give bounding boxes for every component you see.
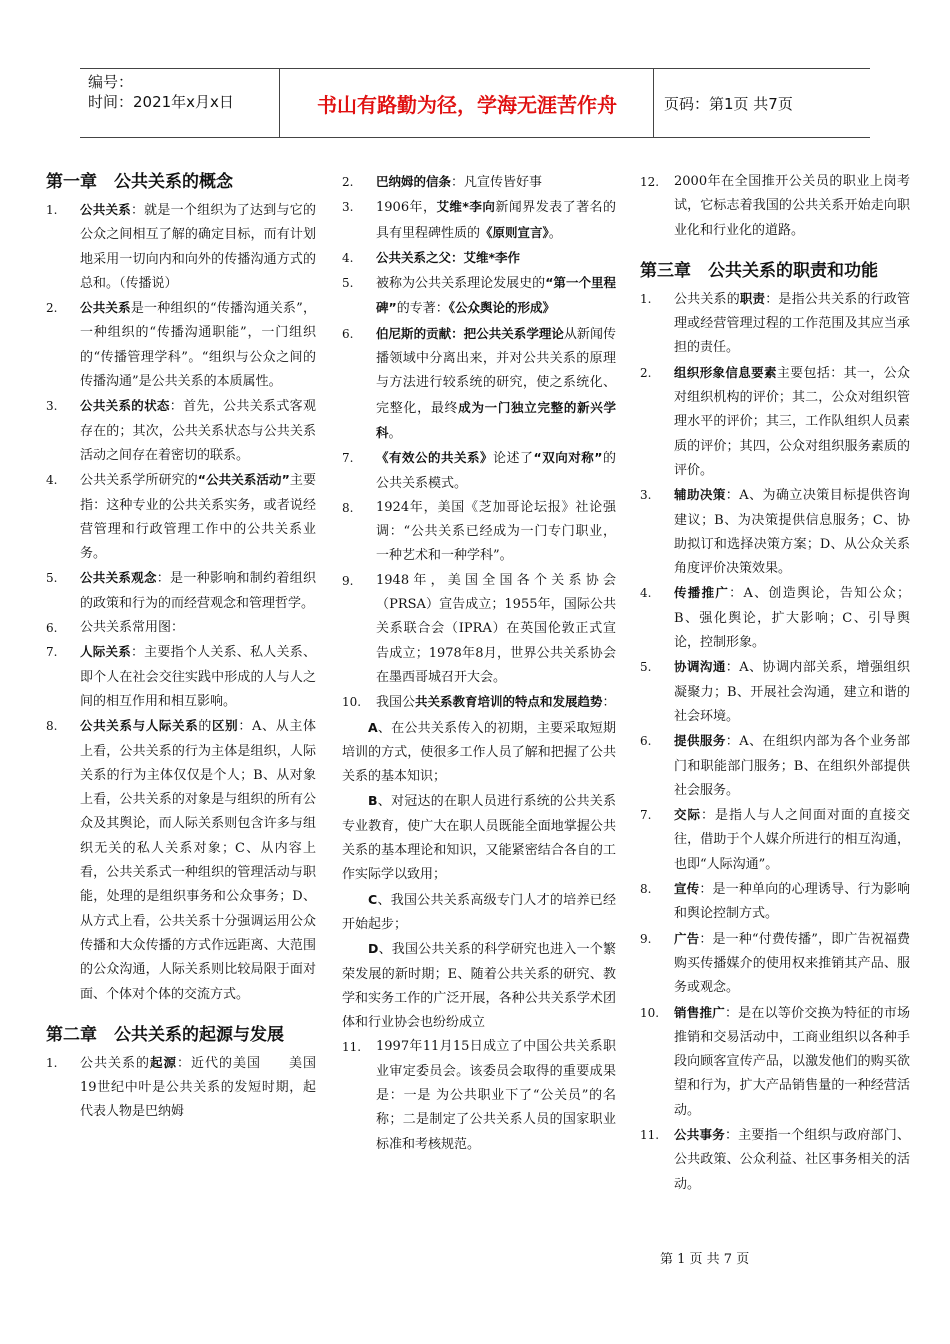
item-text — [376, 446, 616, 496]
bold-term: 共关系教育培训的特点和发展趋势 — [415, 694, 603, 710]
bold-term: 区别 — [212, 718, 239, 734]
item-text — [674, 927, 910, 1001]
bold-term: 广告 — [674, 930, 700, 946]
item-number: 1. — [640, 291, 652, 306]
bold-term: 职责 — [739, 290, 766, 306]
text-run: ：是一种影响和制约着组织的政策和行为的而经营观念和管理哲学。 — [80, 571, 316, 611]
item-text — [674, 803, 910, 877]
header-page-info: 页码：第1页 共7页 — [664, 94, 793, 113]
text-run: 公共关系的 — [80, 1055, 150, 1071]
text-run: ：是指公共关系的行政管理或经营管理过程的工作范围及其应当承担的责任。 — [674, 291, 910, 356]
list-item — [640, 170, 910, 243]
item-text — [80, 198, 316, 296]
text-run: ：主要指一个组织与政府部门、公共政策、公众利益、社区事务相关的活动。 — [674, 1127, 910, 1192]
bold-term: 辅助决策 — [674, 487, 726, 503]
item-number: 4. — [342, 250, 354, 265]
list-item — [640, 1123, 910, 1197]
bold-term: 公共关系 — [80, 202, 131, 217]
item-number: 4. — [46, 473, 58, 488]
list-item — [640, 483, 910, 581]
header-motto: 书山有路勤为径，学海无涯苦作舟 — [281, 69, 654, 137]
text-run: 1924年，美国《芝加哥论坛报》社论强调：“公共关系已经成为一门专门职业，一种艺术和一种学科”。 — [376, 499, 616, 564]
bold-term: “第一个里程碑” — [376, 275, 616, 316]
list-item — [46, 640, 316, 714]
list-item — [640, 927, 910, 1001]
item-text — [80, 468, 316, 566]
bold-term: 成为一门独立完整的新兴学科 — [376, 399, 616, 440]
list-item — [342, 446, 616, 496]
sub-paragraph — [342, 789, 616, 887]
bold-term: 伯尼斯的贡献：把公共关系学理论 — [376, 325, 564, 341]
text-run: 。 — [388, 425, 402, 441]
text-run: ：是一种单向的心理诱导、行为影响和舆论控制方式。 — [674, 882, 910, 922]
list-item — [342, 1035, 616, 1156]
item-number: 5. — [342, 276, 354, 291]
text-run: 1906年， — [376, 200, 437, 216]
sub-paragraph — [342, 716, 616, 790]
list-item — [46, 714, 316, 1007]
text-run: ：A、创造舆论，告知公众；B、强化舆论，扩大影响；C、引导舆论，控制形象。 — [674, 586, 910, 651]
list-item — [342, 271, 616, 322]
bold-term: 公共事务 — [674, 1126, 725, 1142]
bold-term: 《有效公的共关系》 — [376, 450, 494, 466]
text-run: ：A、从主体上看，公共关系的行为主体是组织，人际关系的行为主体仅仅是个人；B、从对象上看，公共关系的对象是与组织的所有公众及其舆论，而人际关系则包含许多与组织无关的私人关系对象；C、从内容上看，公共关系式一种组织的管理活动与职能，处理的是组织事务和公众事务；D、从方式上看，公共关系十分强调运用公众传播和大众传播的方式作远距离、大范围的公众沟通，人际关系则比较局限于面对面、个体对个体的交流方式。 — [80, 719, 316, 1002]
item-number: 1. — [46, 1055, 58, 1070]
list-item — [342, 496, 616, 569]
item-text — [674, 170, 910, 243]
list-item — [342, 690, 616, 715]
list-item — [640, 877, 910, 927]
number-label: 编号： — [88, 73, 134, 91]
item-number: 6. — [640, 734, 652, 749]
item-text — [376, 690, 616, 715]
text-run: 是一种组织的“传播沟通关系”，一种组织的“传播沟通职能”，一门组织的“传播管理学科”。“组织与公众之间的传播沟通”是公共关系的本质属性。 — [80, 301, 316, 390]
item-number: 6. — [46, 621, 58, 636]
page-footer: 第 1 页 共 7 页 — [660, 1252, 750, 1267]
item-text — [80, 566, 316, 616]
list-item — [342, 170, 616, 195]
text-run: ：A、协调内部关系，增强组织凝聚力；B、开展社会沟通，建立和谐的社会环境。 — [674, 660, 910, 724]
column-3 — [640, 170, 910, 1197]
text-run: 的专著： — [396, 301, 449, 317]
text-run: 我国公 — [376, 695, 416, 711]
list-item — [640, 655, 910, 729]
text-run: 、我国公共关系的科学研究也进入一个繁荣发展的新时期；E、随着公共关系的研究、教学和实务工作的广泛开展，各种公共关系学术团体和行业协会也纷纷成立 — [342, 942, 616, 1031]
text-run: 的公共关系模式。 — [376, 451, 616, 491]
bold-term: A — [368, 719, 378, 735]
bold-term: D — [368, 941, 379, 957]
list-item — [640, 581, 910, 655]
list-item — [640, 361, 910, 483]
text-run: 被称为公共关系理论发展史的 — [376, 276, 546, 292]
item-number: 2. — [342, 175, 354, 189]
item-number: 5. — [640, 660, 652, 675]
item-text — [674, 1001, 910, 1123]
text-run: 1997年11月15日成立了中国公共关系职业审定委员会。该委员会取得的重要成果是：一是 为公共职业下了“公关员”的名称；二是制定了公共关系人员的国家职业标准和考核规范。 — [376, 1039, 616, 1152]
list-item — [342, 195, 616, 246]
text-run: 公共关系学所研究的 — [80, 473, 198, 489]
text-run: 的 — [198, 719, 213, 735]
item-text — [674, 655, 910, 729]
item-text — [376, 246, 616, 271]
list-item — [640, 803, 910, 877]
text-run: 、我国公共关系高级专门人才的培养已经开始起步； — [342, 892, 616, 932]
list-item — [46, 566, 316, 616]
bold-term: 组织形象信息要素 — [674, 364, 777, 380]
item-text — [376, 569, 616, 690]
item-text — [674, 581, 910, 655]
text-run: 公共关系的 — [674, 291, 740, 307]
bold-term: B — [368, 793, 378, 809]
text-run: ：是在以等价交换为特征的市场推销和交易活动中，工商业组织以各种手段向顾客宣传产品，以激发他们的购买欲望和行为，扩大产品销售量的一种经营活动。 — [674, 1005, 910, 1118]
item-number: 12. — [640, 175, 660, 189]
text-run: ：首先，公共关系式客观存在的；其次，公共关系状态与公共关系活动之间存在着密切的联系。 — [80, 399, 316, 463]
list-item — [46, 1051, 316, 1125]
item-number: 7. — [46, 645, 58, 660]
bold-term: 巴纳姆的信条 — [376, 174, 452, 189]
item-text — [376, 195, 616, 246]
bold-term: 公共关系与人际关系 — [80, 718, 199, 734]
list-item — [46, 468, 316, 566]
list-item — [640, 1001, 910, 1123]
item-text — [80, 296, 316, 394]
sub-paragraph — [342, 937, 616, 1035]
item-text — [376, 1035, 616, 1156]
list-item — [46, 198, 316, 296]
chapter-heading: 第一章 公共关系的概念 — [46, 172, 233, 192]
item-number: 11. — [640, 1127, 660, 1142]
item-number: 9. — [640, 931, 652, 946]
list-item — [342, 322, 616, 446]
item-number: 7. — [342, 451, 354, 466]
list-item — [640, 729, 910, 803]
chapter-heading: 第三章 公共关系的职责和功能 — [640, 260, 878, 281]
column-2 — [342, 170, 616, 1157]
bold-term: 传播推广 — [674, 585, 730, 601]
item-text — [80, 640, 316, 714]
text-run: 主要包括：其一，公众对组织机构的评价；其二，公众对组织管理水平的评价；其三，工作队组织人员素质的评价；其四，公众对组织服务素质的评价。 — [674, 365, 910, 478]
text-run: 2000年在全国推开公关员的职业上岗考试，它标志着我国的公共关系开始走向职业化和行业化的道路。 — [674, 174, 910, 238]
bold-term: 公共关系之父：艾维*李作 — [376, 249, 521, 265]
text-run: 新闻界发表了著名的具有里程碑性质的 — [376, 200, 616, 241]
column-1 — [46, 170, 316, 1125]
bold-term: 交际 — [674, 807, 701, 823]
bold-term: 起源 — [150, 1054, 177, 1070]
bold-term: 公共关系 — [80, 300, 131, 316]
time-label: 时间：2021年x月x日 — [88, 93, 234, 111]
text-run: 、在公共关系传入的初期，主要采取短期培训的方式，使很多工作人员了解和把握了公共关系的基本知识； — [342, 720, 616, 785]
item-text — [674, 1123, 910, 1197]
item-text — [674, 361, 910, 483]
list-item — [640, 287, 910, 361]
text-run: ：是一种“付费传播”，即广告祝福费购买传播媒介的使用权来推销其产品、服务或观念。 — [674, 931, 910, 996]
item-text — [674, 483, 910, 581]
list-item — [46, 394, 316, 468]
text-run: 1948年，美国全国各个关系协会（PRSA）宣告成立；1955年，国际公共关系联合会（IPRA）在英国伦敦正式宣告成立；1978年8月，世界公共关系协会在墨西哥城召开大会。 — [376, 572, 616, 685]
item-number: 2. — [640, 365, 652, 380]
item-number: 8. — [640, 882, 652, 897]
text-run: ：A、在组织内部为各个业务部门和职能部门服务；B、在组织外部提供社会服务。 — [674, 734, 910, 798]
bold-term: 提供服务 — [674, 733, 726, 749]
item-number: 3. — [640, 488, 652, 503]
item-number: 5. — [46, 571, 58, 586]
bold-term: 艾维*李向 — [436, 199, 496, 215]
bold-term: 协调沟通 — [674, 659, 726, 675]
item-text — [674, 877, 910, 927]
bold-term: “双向对称” — [533, 450, 603, 466]
item-number: 7. — [640, 808, 652, 823]
list-item — [342, 246, 616, 271]
text-run: ：凡宣传皆好事 — [451, 175, 543, 190]
chapter-heading: 第二章 公共关系的起源与发展 — [46, 1024, 284, 1045]
list-item — [46, 296, 316, 394]
item-number: 6. — [342, 326, 354, 341]
item-number: 4. — [640, 586, 652, 601]
text-run: 、对冠达的在职人员进行系统的公共关系专业教育，使广大在职人员既能全面地掌握公共关系的基本理论和知识，又能紧密结合各自的工作实际学以致用； — [342, 794, 616, 883]
text-run: 公共关系常用图： — [80, 620, 185, 636]
bold-term: 《公众舆论的形成》 — [448, 300, 555, 316]
bold-term: “公共关系活动” — [197, 472, 290, 488]
bold-term: 人际关系 — [80, 644, 131, 660]
item-text — [376, 496, 616, 569]
item-number: 3. — [342, 200, 354, 215]
sub-paragraph — [342, 888, 616, 938]
bold-term: C — [368, 891, 378, 907]
bold-term: 《原则宣言》 — [480, 224, 549, 240]
item-text — [674, 287, 910, 361]
text-run: ：主要指个人关系、私人关系、即个人在社会交往实践中形成的人与人之间的相互作用和相互影响。 — [80, 645, 316, 709]
text-run: 主要指：这种专业的公共关系实务，或者说经营管理和行政管理工作中的公共关系业务。 — [80, 473, 316, 562]
text-run: 论述了 — [493, 451, 534, 467]
text-run: 。 — [548, 225, 562, 241]
item-number: 8. — [46, 719, 58, 734]
item-text — [80, 714, 316, 1007]
item-text — [80, 394, 316, 468]
item-number: 11. — [342, 1040, 362, 1055]
item-number: 10. — [640, 1005, 660, 1020]
text-run: ： — [602, 695, 616, 711]
item-number: 10. — [342, 695, 362, 710]
text-run: ：就是一个组织为了达到与它的公众之间相互了解的确定目标，而有计划地采用一切向内和向外的传播沟通方式的总和。（传播说） — [80, 203, 316, 291]
item-number: 2. — [46, 301, 58, 316]
text-run: ：A、为确立决策目标提供咨询建议；B、为决策提供信息服务；C、协助拟订和选择决策方案；D、从公众关系角度评价决策效果。 — [674, 488, 910, 577]
header-meta — [80, 69, 280, 137]
bold-term: 公共关系的状态 — [80, 398, 170, 414]
list-item — [46, 616, 316, 640]
text-run: 从新闻传播领域中分离出来，并对公共关系的原理与方法进行较系统的研究，使之系统化、完整化，最终 — [376, 326, 616, 416]
text-run: ：近代的美国 美国19世纪中叶是公共关系的发短时期，起代表人物是巴纳姆 — [80, 1055, 316, 1120]
item-text — [376, 271, 616, 322]
list-item — [342, 569, 616, 690]
item-text — [376, 170, 616, 195]
item-number: 3. — [46, 399, 58, 414]
bold-term: 宣传 — [674, 881, 700, 897]
text-run: ：是指人与人之间面对面的直接交往，借助于个人媒介所进行的相互沟通，也即“人际沟通”。 — [674, 808, 910, 872]
item-number: 1. — [46, 203, 58, 217]
item-text — [674, 729, 910, 803]
bold-term: 销售推广 — [674, 1004, 725, 1020]
item-text — [376, 322, 616, 446]
item-text — [80, 1051, 316, 1125]
item-text — [80, 616, 316, 640]
bold-term: 公共关系观念 — [80, 570, 157, 586]
item-number: 9. — [342, 573, 354, 588]
item-number: 8. — [342, 500, 354, 515]
document-header — [80, 68, 870, 138]
